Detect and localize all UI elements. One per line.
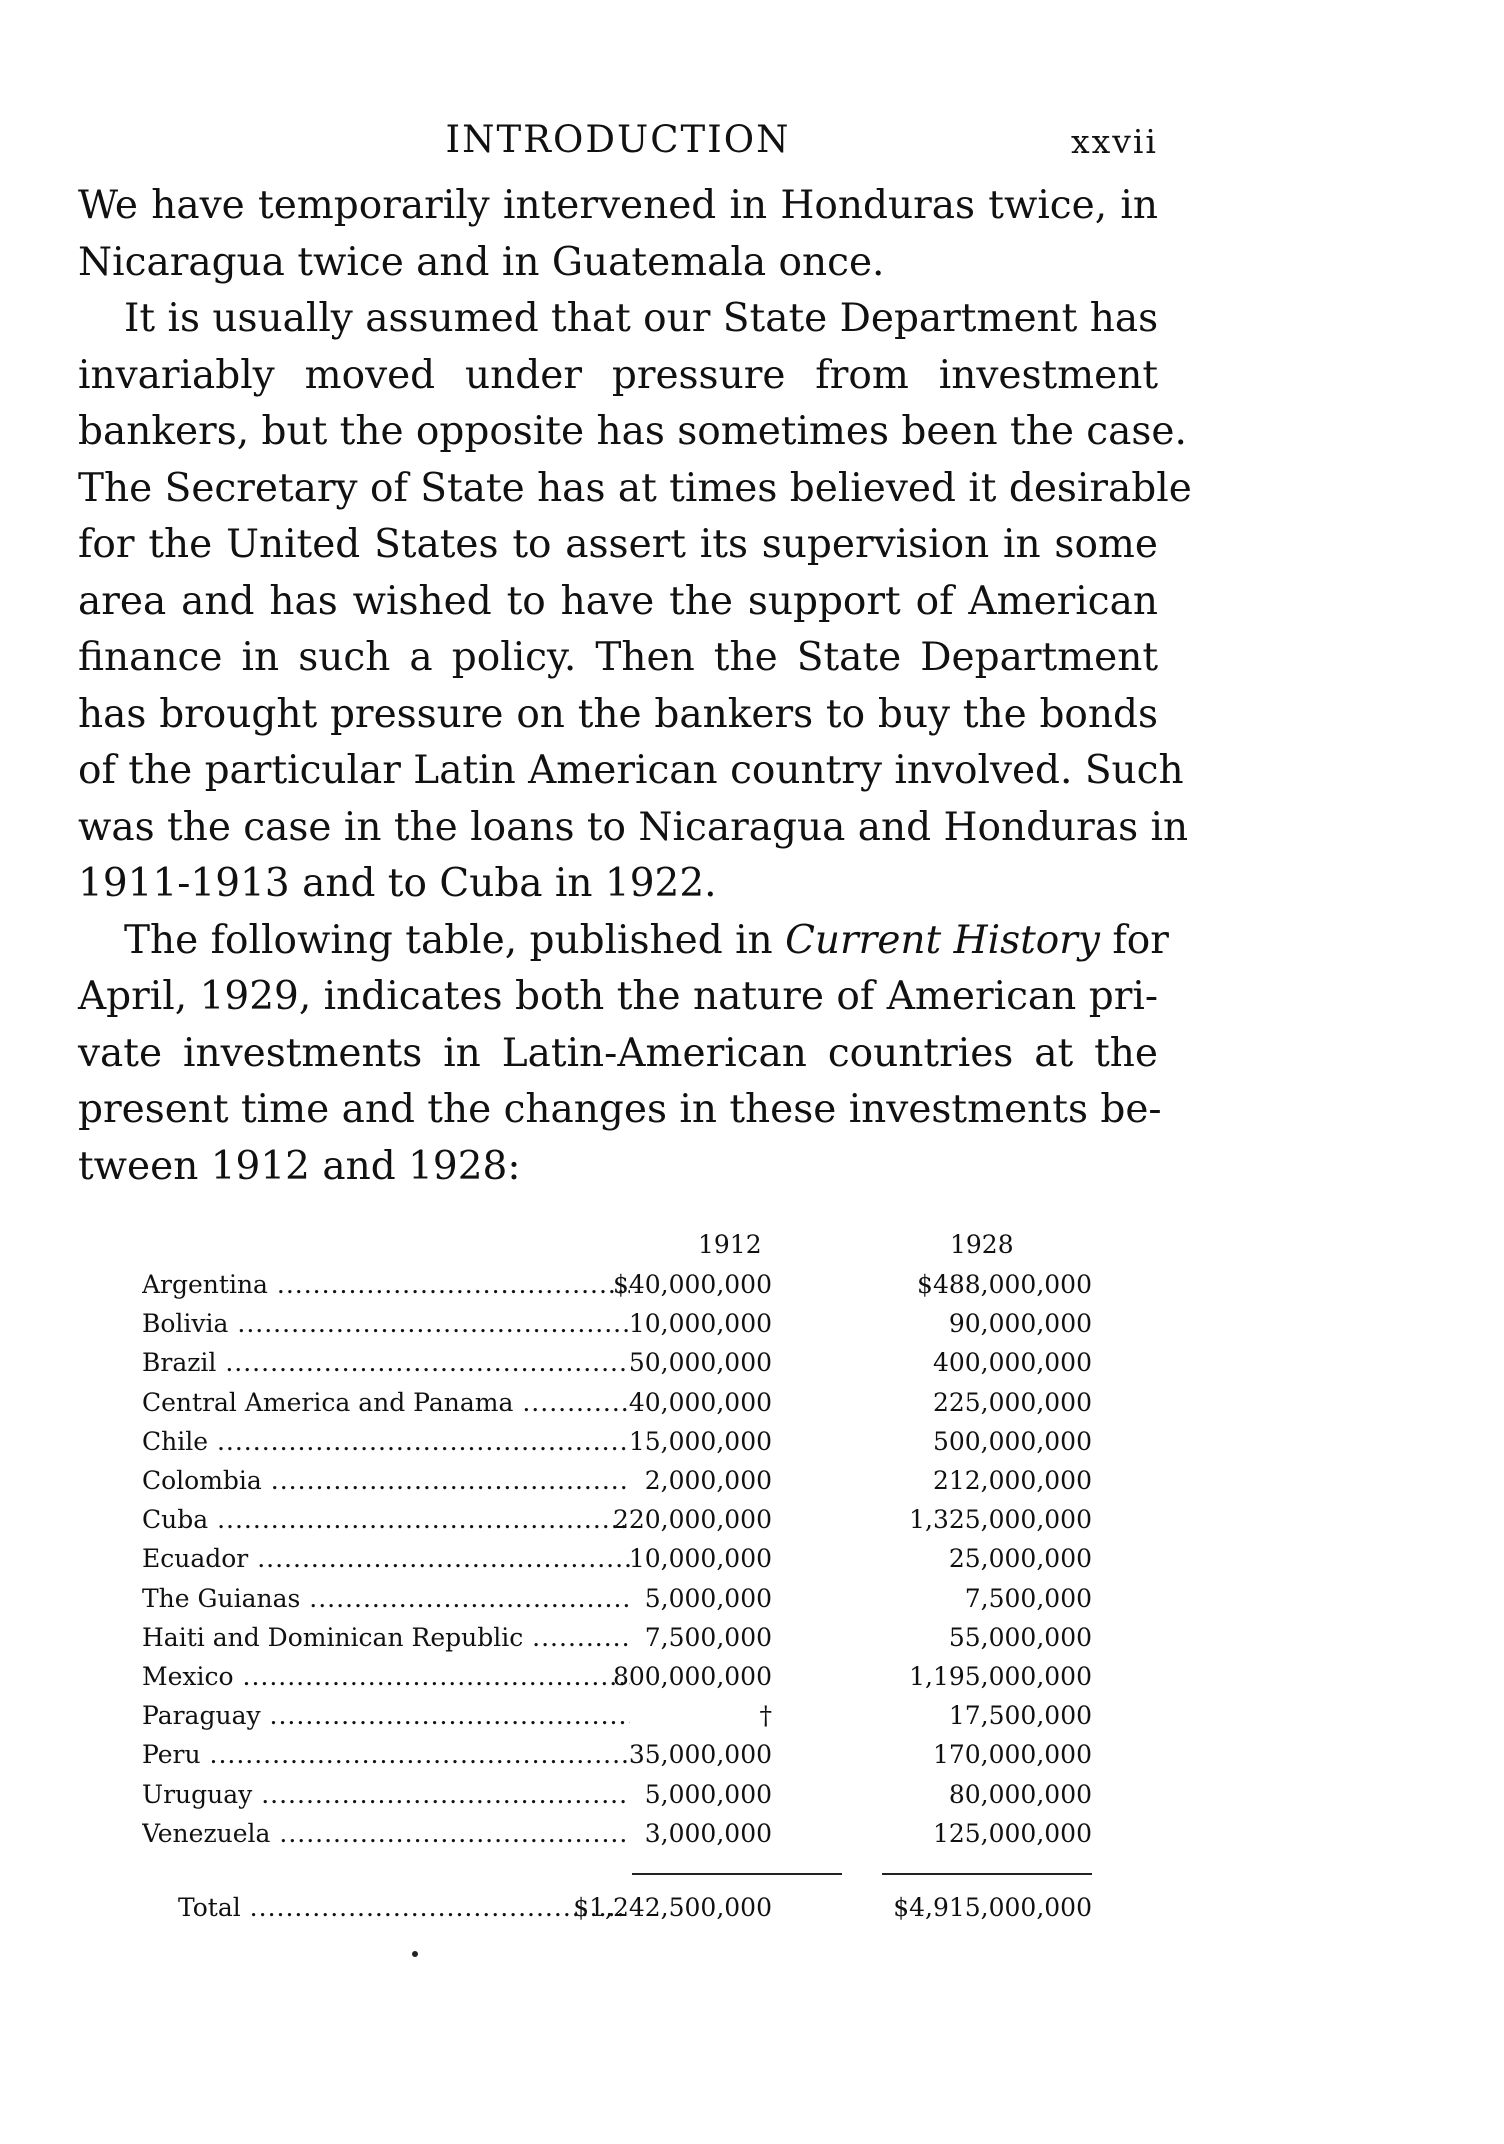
value-1928: 212,000,000 (932, 1466, 1092, 1495)
value-1912: 2,000,000 (644, 1466, 772, 1495)
value-1928: 1,195,000,000 (909, 1662, 1092, 1691)
value-1928: 500,000,000 (932, 1426, 1092, 1456)
value-1912: 40,000,000 (628, 1387, 772, 1417)
value-1912: 3,000,000 (644, 1818, 772, 1848)
stray-mark (412, 1951, 418, 1957)
country-name: Haiti and Dominican Republic ..... (142, 1623, 630, 1652)
table-row (142, 1427, 1092, 1466)
running-head: INTRODUCTION (445, 118, 791, 161)
text-line: invariably moved under pressure from investment (78, 352, 1158, 398)
table-row (142, 1309, 1092, 1348)
country-name: Peru ..... (142, 1740, 630, 1769)
value-1928: 7,500,000 (964, 1583, 1092, 1613)
text-line: has brought pressure on the bankers to buy the bonds (78, 691, 1158, 737)
value-1928: $488,000,000 (917, 1270, 1092, 1299)
text-line: of the particular Latin American country involved. Such (78, 748, 1184, 793)
table-row (142, 1819, 1092, 1858)
value-1912: 5,000,000 (644, 1583, 772, 1613)
publication-title: Current History (785, 917, 1100, 963)
value-1928: 170,000,000 (932, 1740, 1092, 1770)
country-name: Uruguay ..... (142, 1780, 630, 1809)
text-line: vate investments in Latin-American countries at the (78, 1030, 1158, 1076)
column-header-1928: 1928 (950, 1230, 1014, 1259)
page-number: xxvii (1071, 122, 1158, 161)
text-span: The following table, published in (124, 917, 786, 963)
country-name: Central America and Panama ..... (142, 1388, 630, 1417)
table-row (142, 1623, 1092, 1662)
country-name: Mexico ..... (142, 1662, 630, 1691)
country-name: Venezuela ..... (142, 1819, 630, 1848)
text-line: It is usually assumed that our State Department has (124, 296, 1159, 341)
total-rule-1912 (632, 1873, 842, 1875)
table-row (142, 1388, 1092, 1427)
value-1912: 800,000,000 (612, 1662, 772, 1691)
table-row (142, 1270, 1092, 1309)
text-line: area and has wished to have the support of American (78, 578, 1158, 624)
country-name: Colombia ..... (142, 1466, 630, 1495)
value-1928: 1,325,000,000 (909, 1505, 1092, 1535)
country-name: Argentina ..... (142, 1270, 630, 1299)
value-1912: † (759, 1701, 772, 1731)
value-1912: 50,000,000 (628, 1348, 772, 1378)
country-name: Chile ..... (142, 1427, 630, 1456)
country-name: Paraguay ..... (142, 1701, 630, 1730)
table-row (142, 1466, 1092, 1505)
value-1912: 15,000,000 (628, 1426, 772, 1456)
table-row (142, 1348, 1092, 1387)
value-1928: 80,000,000 (948, 1779, 1092, 1809)
table-row (142, 1544, 1092, 1583)
text-line: April, 1929, indicates both the nature of American pri- (78, 974, 1158, 1019)
value-1912: 5,000,000 (644, 1779, 772, 1809)
text-line: The Secretary of State has at times believed it desirable (78, 465, 1192, 511)
value-1928: 225,000,000 (932, 1387, 1092, 1417)
value-1928: 90,000,000 (948, 1309, 1092, 1339)
table-row (142, 1740, 1092, 1779)
total-row (142, 1893, 1092, 1933)
value-1912: 35,000,000 (628, 1740, 772, 1770)
value-1928: 400,000,000 (932, 1348, 1092, 1378)
table-row (142, 1701, 1092, 1740)
country-name: Ecuador ..... (142, 1544, 630, 1573)
country-name: Bolivia ..... (142, 1309, 630, 1338)
value-1912: 10,000,000 (628, 1309, 772, 1339)
text-line: tween 1912 and 1928: (78, 1143, 521, 1189)
value-1928: 125,000,000 (932, 1818, 1092, 1848)
text-line: present time and the changes in these investments be- (78, 1087, 1162, 1132)
text-line: bankers, but the opposite has sometimes been the case. (78, 409, 1187, 454)
table-row (142, 1584, 1092, 1623)
value-1928: 55,000,000 (948, 1622, 1092, 1652)
country-name: The Guianas ..... (142, 1584, 630, 1613)
text-line: We have temporarily intervened in Honduras twice, in (78, 183, 1158, 228)
table-row (142, 1505, 1092, 1544)
table-row (142, 1780, 1092, 1819)
column-header-1912: 1912 (698, 1230, 762, 1259)
value-1928: 17,500,000 (948, 1701, 1092, 1731)
total-label: Total ..... (178, 1893, 628, 1922)
text-line: was the case in the loans to Nicaragua and Honduras in (78, 804, 1189, 850)
value-1912: 10,000,000 (628, 1544, 772, 1574)
value-1912: $40,000,000 (612, 1270, 772, 1299)
country-name: Brazil ..... (142, 1348, 630, 1377)
value-1928: 25,000,000 (948, 1544, 1092, 1574)
text-line: 1911-1913 and to Cuba in 1922. (78, 861, 717, 906)
value-1912: 220,000,000 (612, 1505, 772, 1535)
total-rule-1928 (882, 1873, 1092, 1875)
text-line: Nicaragua twice and in Guatemala once. (78, 239, 885, 285)
country-name: Cuba ..... (142, 1505, 630, 1534)
table-row (142, 1662, 1092, 1701)
total-1912: $1,242,500,000 (573, 1893, 772, 1922)
text-span: for (1099, 917, 1169, 963)
total-1928: $4,915,000,000 (893, 1893, 1092, 1922)
text-line: finance in such a policy. Then the State Department (78, 635, 1158, 680)
value-1912: 7,500,000 (644, 1622, 772, 1652)
text-line: for the United States to assert its supervision in some (78, 522, 1158, 567)
